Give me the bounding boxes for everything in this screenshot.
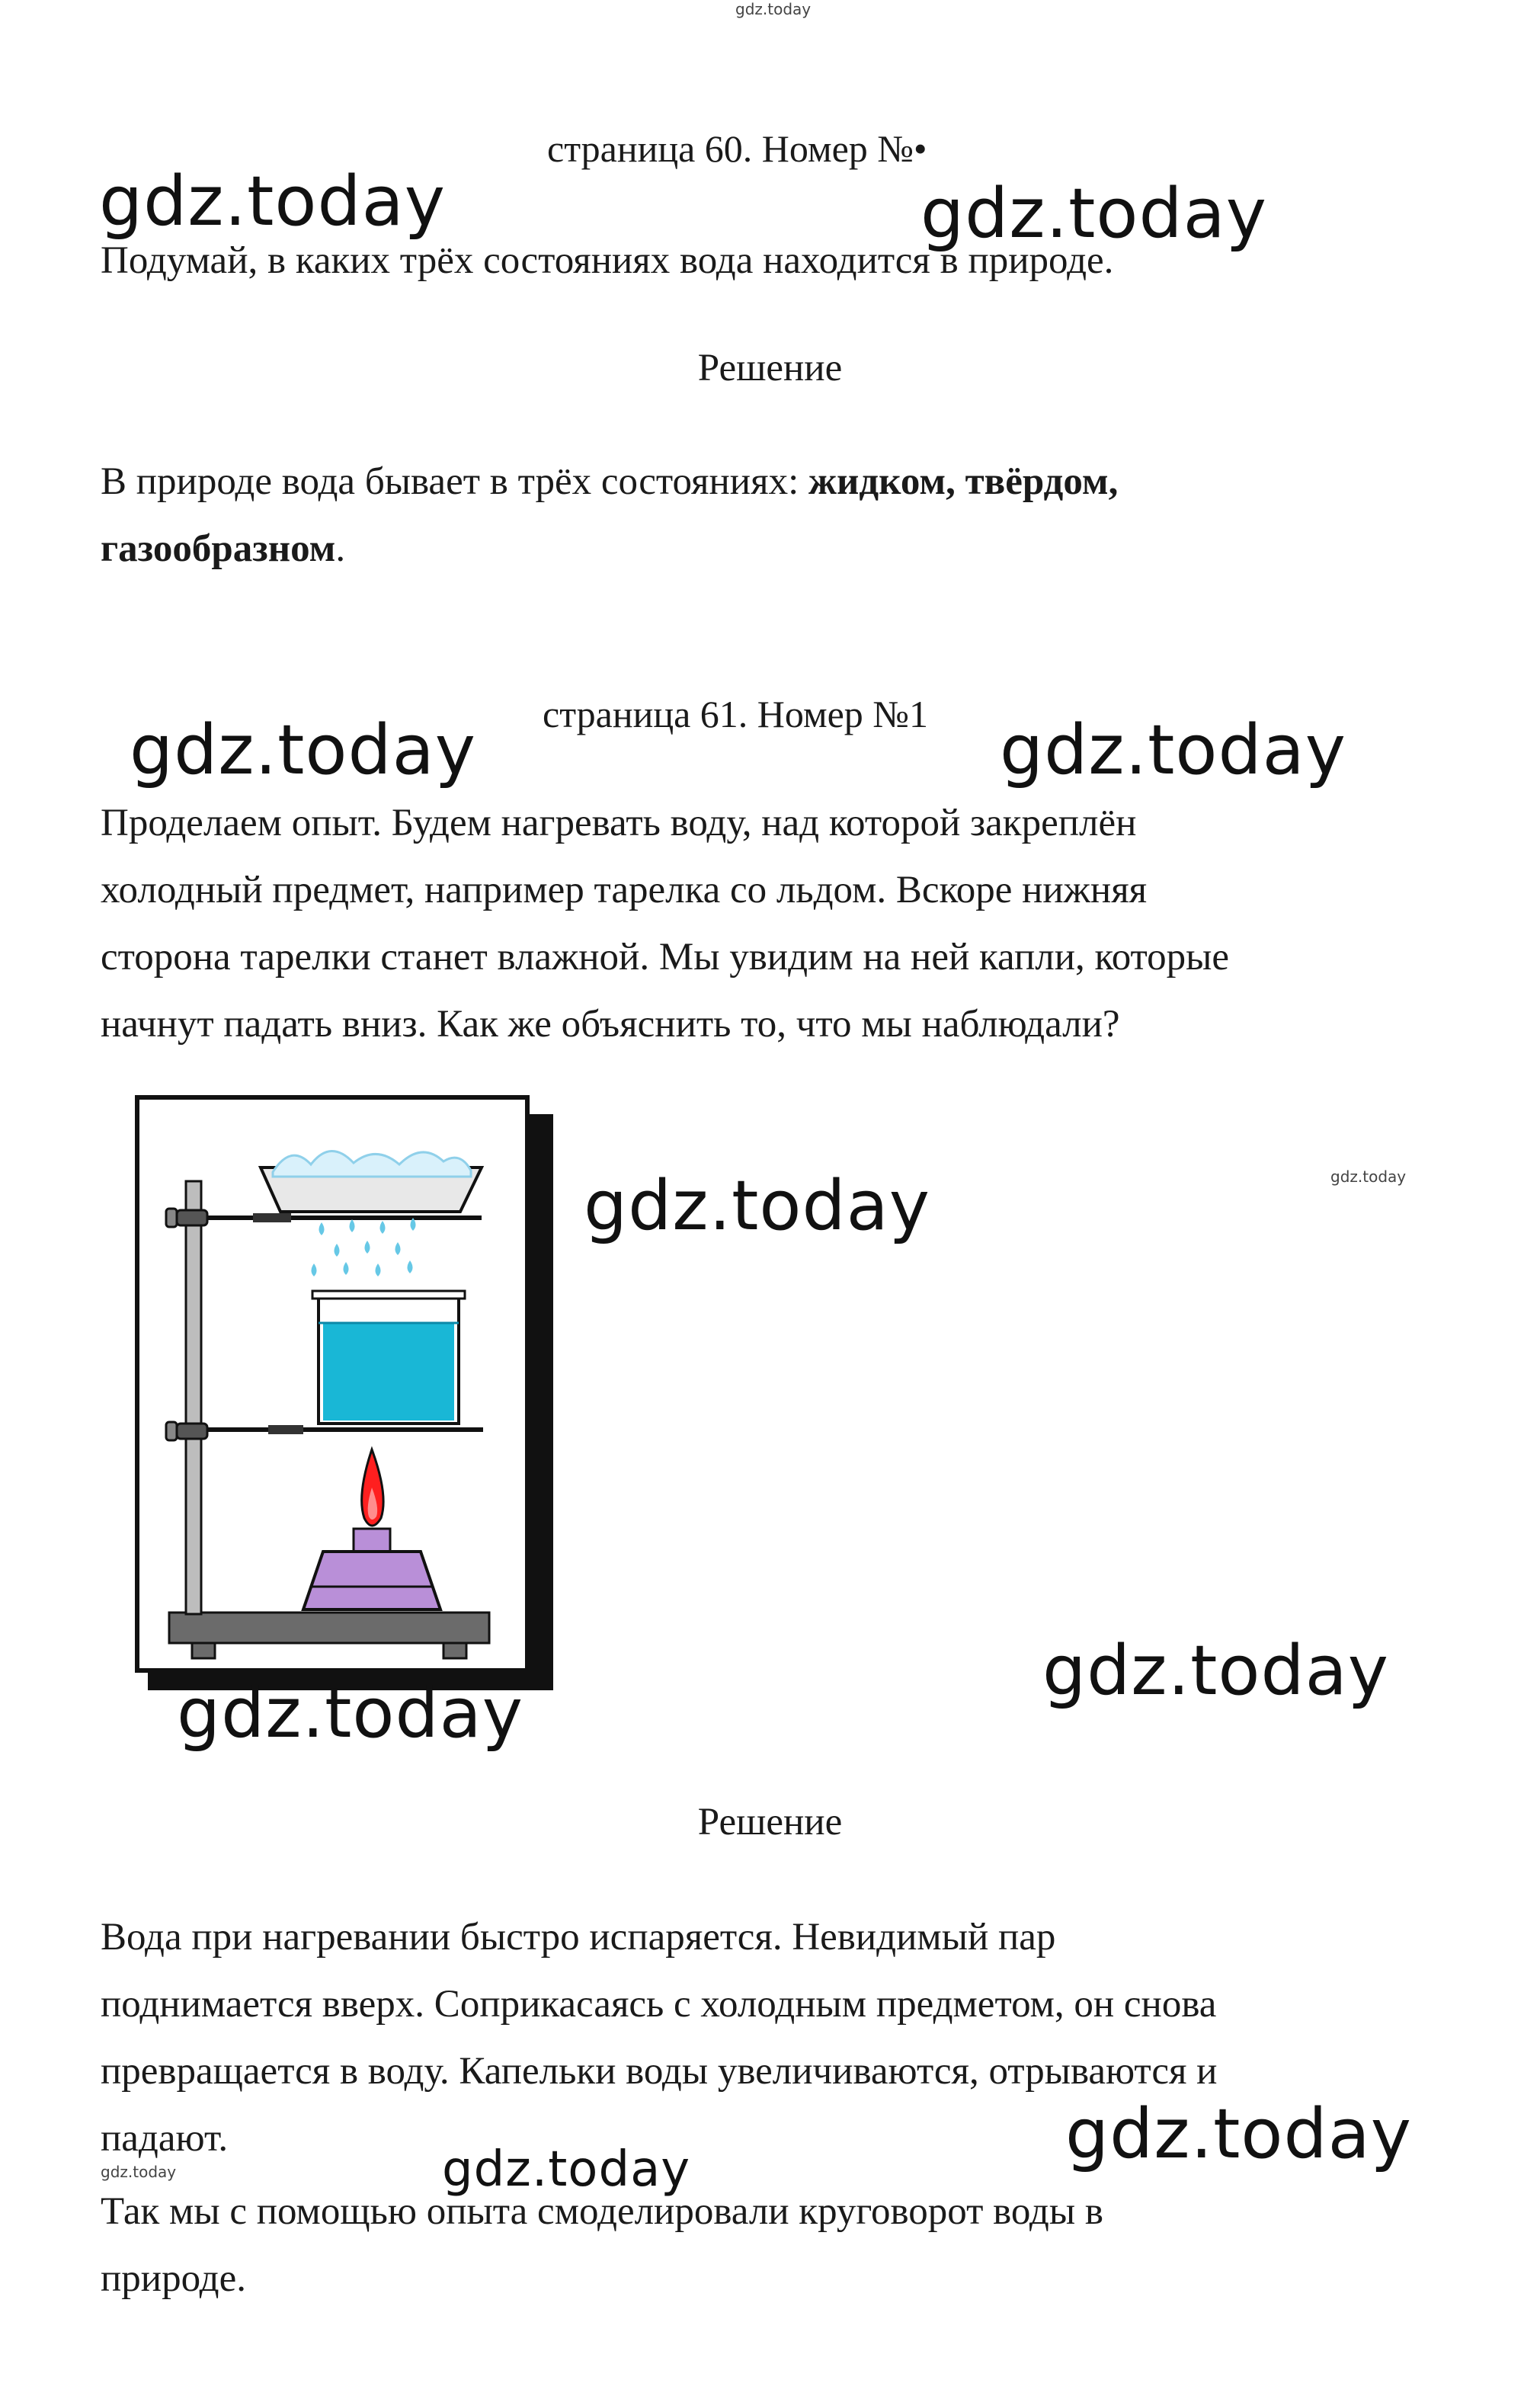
answer-prefix: В природе вода бывает в трёх состояниях: [101, 460, 808, 503]
paragraph-line: падают. [101, 2117, 229, 2160]
paragraph-line: сторона тарелки станет влажной. Мы увидим на ней капли, которые [101, 936, 1230, 978]
answer-text [101, 448, 1465, 582]
middle-clamp-holder [268, 1425, 303, 1434]
middle-clamp [177, 1424, 207, 1439]
stand-rod [186, 1181, 201, 1614]
watermark-small-top: gdz.today [735, 0, 812, 18]
watermark-small: gdz.today [101, 2163, 177, 2181]
paragraph-line: природе. [101, 2257, 246, 2300]
watermark: gdz.today [1065, 2094, 1413, 2174]
experiment-illustration [131, 1091, 558, 1693]
paragraph-line: превращается в воду. Капельки воды увеличиваются, отрываются и [101, 2050, 1218, 2093]
top-clamp [177, 1210, 207, 1225]
answer-suffix: . [335, 527, 346, 570]
paragraph-line: холодный предмет, например тарелка со льдом. Вскоре нижняя [101, 869, 1148, 911]
paragraph-line: Проделаем опыт. Будем нагревать воду, над которой закреплён [101, 802, 1137, 844]
page-61-heading: страница 61. Номер №1 [543, 693, 929, 735]
paragraph-line: Так мы с помощью опыта смоделировали круговорот воды в [101, 2190, 1103, 2233]
solution-label-2: Решение [697, 1801, 843, 1843]
top-clamp-screw [166, 1209, 177, 1227]
page-60-heading: страница 60. Номер №• [547, 127, 927, 170]
stand-foot-right [443, 1643, 466, 1658]
answer-bold-states-2: газообразном [101, 527, 336, 570]
experiment-description [101, 790, 1465, 1058]
solution-label: Решение [697, 347, 843, 389]
watermark: gdz.today [1000, 710, 1347, 790]
beaker-water [323, 1323, 454, 1421]
top-clamp-holder [253, 1213, 291, 1222]
watermark: gdz.today [130, 710, 477, 790]
watermark: gdz.today [99, 162, 447, 242]
conclusion-text [101, 2178, 1465, 2312]
stand-foot-left [192, 1643, 215, 1658]
watermark-small: gdz.today [1330, 1167, 1407, 1186]
watermark: gdz.today [442, 2141, 691, 2198]
paragraph-line: начнут падать вниз. Как же объяснить то, что мы наблюдали? [101, 1003, 1120, 1046]
watermark: gdz.today [584, 1166, 931, 1246]
middle-clamp-screw [166, 1422, 177, 1440]
stand-base [169, 1613, 489, 1643]
burner-neck [354, 1529, 390, 1552]
beaker-rim [312, 1291, 465, 1299]
watermark: gdz.today [920, 174, 1268, 254]
paragraph-line: Вода при нагревании быстро испаряется. Невидимый пар [101, 1916, 1056, 1959]
answer-bold-states-1: жидком, твёрдом, [808, 460, 1119, 503]
question-text: Подумай, в каких трёх состояниях вода находится в природе. [101, 239, 1114, 282]
watermark: gdz.today [177, 1674, 524, 1754]
paragraph-line: поднимается вверх. Соприкасаясь с холодным предметом, он снова [101, 1983, 1217, 2026]
watermark: gdz.today [1042, 1631, 1390, 1711]
burner-body [303, 1552, 440, 1609]
